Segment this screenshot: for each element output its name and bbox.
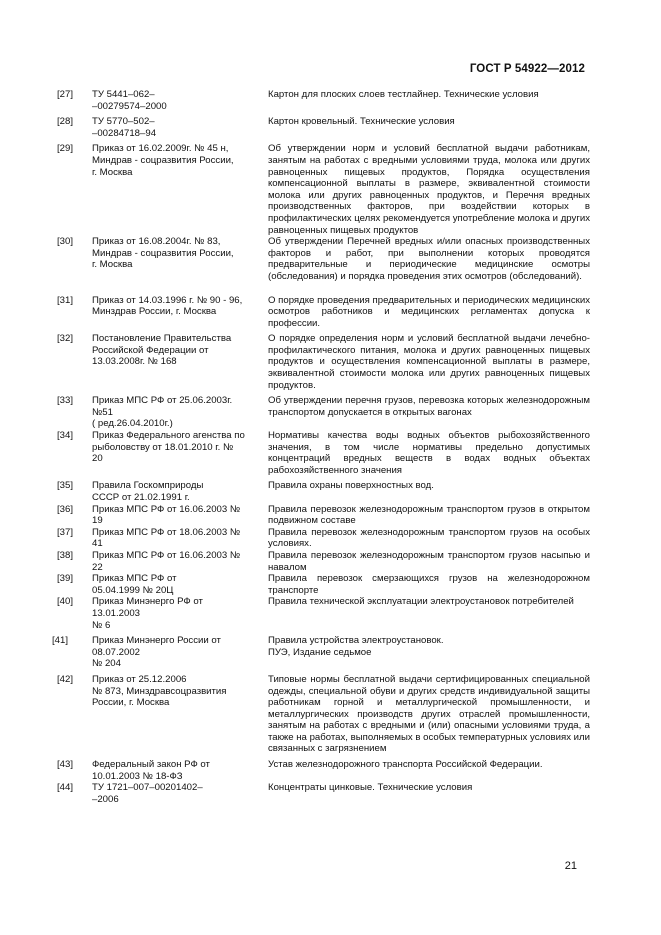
reference-title: Правила перевозок железнодорожным транспортом грузов насыпью и навалом xyxy=(268,549,590,573)
reference-number: [30] xyxy=(57,236,74,248)
reference-title: Об утверждении перечня грузов, перевозка которых железнодорожным транспортом допускается в открытых вагонах xyxy=(268,395,590,418)
reference-number: [41] xyxy=(52,635,69,647)
reference-number: [43] xyxy=(57,759,74,771)
reference-number: [27] xyxy=(57,89,74,100)
reference-number: [38] xyxy=(57,549,74,561)
reference-source: Правила Госкомприроды СССР от 21.02.1991 г. xyxy=(92,480,204,503)
reference-number: [29] xyxy=(57,143,74,155)
reference-row xyxy=(50,143,590,236)
reference-row xyxy=(50,89,590,112)
reference-source: Приказ МПС РФ от 16.06.2003 № 19 xyxy=(92,503,241,527)
reference-row xyxy=(50,116,590,139)
reference-source: ТУ 5441–062– –00279574–2000 xyxy=(92,89,167,112)
reference-number: [33] xyxy=(57,395,74,407)
reference-title: Нормативы качества воды водных объектов рыбохозяйственного значения, в том числе нормативы предельно допустимых концентраций вредных веществ в водах водных объектах рабохозяйственного значения xyxy=(268,430,590,476)
reference-source: Приказ МПС РФ от 25.06.2003г. №51 ( ред.26.04.2010г.) xyxy=(92,395,233,430)
reference-source: Приказ МПС РФ от 05.04.1999 № 20Ц xyxy=(92,573,177,596)
reference-number: [39] xyxy=(57,573,74,585)
reference-number: [35] xyxy=(57,480,74,492)
reference-title: Правила перевозок железнодорожным транспортом грузов в открытом подвижном составе xyxy=(268,503,590,527)
reference-row xyxy=(50,782,590,805)
reference-source: Приказ от 16.02.2009г. № 45 н, Миндрав - соцразвития России, г. Москва xyxy=(92,143,234,178)
reference-source: Приказ от 16.08.2004г. № 83, Миндрав - соцразвития России, г. Москва xyxy=(92,236,234,271)
reference-title: Об утверждении норм и условий бесплатной выдачи работникам, занятым на работах с вредными условиями труда, молока или других равноценных пищевых продуктов, Порядка осуществления компенсационной выплаты в размере, эквивалентной стоимости молока или других равноценных продуктов, и Перечня вредных производственных факторов, при воздействии которых в профилактических целях рекомендуется употребление молока и других равноценных пищевых продуктов xyxy=(268,143,590,236)
standard-designation: ГОСТ Р 54922—2012 xyxy=(469,63,585,75)
reference-row xyxy=(50,236,590,282)
reference-number: [42] xyxy=(57,673,74,685)
references-list xyxy=(50,89,590,805)
reference-row xyxy=(50,596,590,631)
reference-source: Приказ МПС РФ от 18.06.2003 № 41 xyxy=(92,526,241,550)
reference-title: Устав железнодорожного транспорта Российской Федерации. xyxy=(268,759,543,771)
reference-row xyxy=(50,635,590,670)
reference-number: [36] xyxy=(57,503,74,515)
reference-number: [28] xyxy=(57,116,74,128)
reference-row xyxy=(50,480,590,503)
reference-row xyxy=(50,295,590,330)
reference-source: Приказ Федерального агенства по рыболовству от 18.01.2010 г. № 20 xyxy=(92,430,245,465)
reference-title: Правила перевозок железнодорожным транспортом грузов на особых условиях. xyxy=(268,526,590,550)
reference-row xyxy=(50,674,590,755)
reference-source: Федеральный закон РФ от 10.01.2003 № 18-ФЗ xyxy=(92,759,210,782)
reference-source: Приказ от 14.03.1996 г. № 90 - 96, Минздрав России, г. Москва xyxy=(92,294,243,318)
reference-title: Правила перевозок смерзающихся грузов на железнодорожном транспорте xyxy=(268,573,590,596)
reference-title: Правила технической эксплуатации электроустановок потребителей xyxy=(268,596,574,608)
reference-title: О порядке проведения предварительных и периодических медицинских осмотров работников и медицинских регламентах допуска к профессии. xyxy=(268,294,590,329)
reference-title: О порядке определения норм и условий бесплатной выдачи лечебно-профилактического питания, молока и других равноценных пищевых продуктов и осуществления компенсационной выплаты в размере, эквивалентной стоимости молока или других равноценных пищевых продуктов. xyxy=(268,333,590,391)
page-number: 21 xyxy=(564,860,577,872)
reference-title: Типовые нормы бесплатной выдачи сертифицированных специальной одежды, специальной обуви и других средств индивидуальной защиты работникам горной и металлургической промышленности, и металлургических производств других отраслей промышленности, занятым на работах с вредными и (или) опасными условиями труда, а также на работах, выполняемых в особых температурных условиях или связанных с загрязнением xyxy=(268,673,590,755)
reference-number: [40] xyxy=(57,596,74,608)
reference-row xyxy=(50,527,590,550)
reference-title: Правила устройства электроустановок. ПУЭ, Издание седьмое xyxy=(268,635,444,658)
reference-source: Постановление Правительства Российской Федерации от 13.03.2008г. № 168 xyxy=(92,333,232,368)
reference-title: Об утверждении Перечней вредных и/или опасных производственных факторов и работ, при выполнении которых проводятся предварительные и периодические медицинские осмотры (обследования) и порядка проведения этих осмотров (обследований). xyxy=(268,236,590,282)
reference-source: Приказ Минэнерго России от 08.07.2002 № 204 xyxy=(92,635,221,670)
reference-source: Приказ МПС РФ от 16.06.2003 № 22 xyxy=(92,549,241,573)
reference-row xyxy=(50,573,590,596)
reference-title: Картон для плоских слоев тестлайнер. Технические условия xyxy=(268,89,539,100)
reference-title: Картон кровельный. Технические условия xyxy=(268,116,455,128)
reference-title: Правила охраны поверхностных вод. xyxy=(268,480,434,492)
reference-number: [31] xyxy=(57,294,74,306)
reference-row xyxy=(50,333,590,391)
reference-row xyxy=(50,550,590,573)
reference-number: [44] xyxy=(57,782,74,794)
reference-source: Приказ Минэнерго РФ от 13.01.2003 № 6 xyxy=(92,596,203,631)
reference-source: ТУ 5770–502– –00284718–94 xyxy=(92,116,157,139)
reference-row xyxy=(50,759,590,782)
reference-title: Концентраты цинковые. Технические условия xyxy=(268,782,473,794)
reference-number: [34] xyxy=(57,430,74,442)
reference-row xyxy=(50,430,590,476)
reference-row xyxy=(50,395,590,430)
reference-source: Приказ от 25.12.2006 № 873, Минздравсоцразвития России, г. Москва xyxy=(92,673,227,709)
reference-row xyxy=(50,504,590,527)
reference-number: [37] xyxy=(57,526,74,538)
reference-source: ТУ 1721–007–00201402– –2006 xyxy=(92,782,203,805)
reference-number: [32] xyxy=(57,333,74,345)
